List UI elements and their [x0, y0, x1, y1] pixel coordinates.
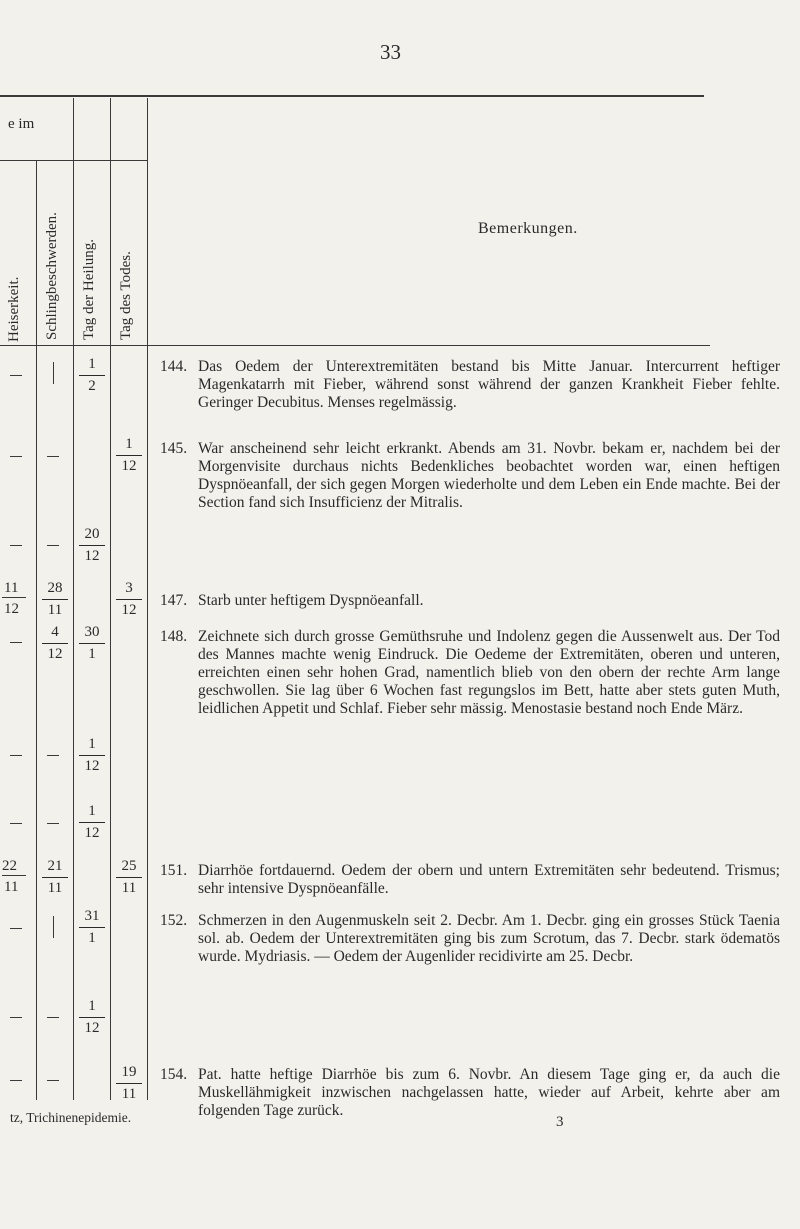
healing-date: 1 12 — [75, 736, 109, 775]
partial-header-title: e im — [8, 116, 35, 132]
col-rule-2 — [73, 98, 74, 1100]
signature-mark: 3 — [556, 1114, 564, 1130]
dash — [10, 545, 22, 546]
vertical-mark — [53, 362, 54, 384]
remark-text: Das Oedem der Unterextremitäten bestand bis Mitte Januar. Intercurrent heftiger Magenkatarrh mit Fieber, während sonst während der ganzen Krankheit Fieber fehlte. Geringer Decubitus. Menses regelmässig. — [198, 358, 780, 411]
remark-text: Zeichnete sich durch grosse Gemüthsruhe und Indolenz gegen die Aussenwelt aus. Der Tod des Mannes machte wenig Eindruck. Die Oedeme der Extremitäten, oberen und unteren, erreichten einen sehr hohen Grad, namentlich blieb von den obern der rechte Arm lange geschwollen. Sie lag über 6 Wochen fast regungslos im Bett, hatte aber stets guten Muth, leidlichen Appetit und Schlaf. Fieber sehr mässig. Menostasie bestand noch Ende März. — [198, 628, 780, 717]
remark-154 — [160, 1066, 780, 1120]
healing-date: 1 12 — [75, 803, 109, 842]
heiserkeit-value: 12 — [4, 601, 19, 617]
dash — [47, 545, 59, 546]
dash — [47, 1080, 59, 1081]
cell-rule — [2, 597, 26, 598]
dash — [10, 1080, 22, 1081]
remark-number: 154. — [160, 1066, 188, 1083]
healing-date: 20 12 — [75, 526, 109, 565]
dash — [10, 755, 22, 756]
remark-number: 144. — [160, 358, 188, 375]
remark-144 — [160, 358, 780, 412]
remark-text: Diarrhöe fortdauernd. Oedem der obern und untern Extremitäten sehr bedeutend. Trismus; sehr intensive Dyspnöeanfälle. — [198, 862, 780, 897]
dash — [10, 456, 22, 457]
remark-text: Schmerzen in den Augenmuskeln seit 2. Decbr. Am 1. Decbr. ging ein grosses Stück Taenia sol. ab. Oedem der Unterextremitäten ging bis zum Scrotum, das 7. Decbr. stark ödematös wurde. Mydriasis. — Oedem der Augenlider recidivirte am 25. Decbr. — [198, 912, 780, 965]
death-date: 3 12 — [112, 580, 146, 619]
col-rule-4 — [147, 98, 148, 1100]
header-bottom-rule — [0, 345, 710, 346]
remark-148 — [160, 628, 780, 718]
remark-145 — [160, 440, 780, 512]
remark-number: 148. — [160, 628, 188, 645]
top-rule — [0, 95, 704, 97]
bemerkungen-header: Bemerkungen. — [478, 220, 578, 237]
healing-date: 1 12 — [75, 998, 109, 1037]
footnote: tz, Trichinenepidemie. — [10, 1110, 132, 1125]
page-number: 33 — [380, 40, 401, 64]
schlingbeschwerden-date: 21 11 — [38, 858, 72, 897]
dash — [10, 375, 22, 376]
death-date: 1 12 — [112, 436, 146, 475]
schlingbeschwerden-date: 4 12 — [38, 624, 72, 663]
remark-number: 145. — [160, 440, 188, 457]
remark-text: Pat. hatte heftige Diarrhöe bis zum 6. Novbr. An diesem Tage ging er, da auch die Muskellähmigkeit inzwischen nachgelassen hatte, wieder auf Arbeit, kehrte aber am folgenden Tage zurück. — [198, 1066, 780, 1119]
vertical-mark — [53, 916, 54, 938]
heiserkeit-header: Heiserkeit. — [6, 276, 22, 342]
heiserkeit-value: 11 — [4, 879, 19, 895]
dash — [47, 1017, 59, 1018]
remark-text: Starb unter heftigem Dyspnöeanfall. — [198, 592, 424, 609]
cell-rule — [2, 875, 26, 876]
dash — [10, 1017, 22, 1018]
dash — [10, 823, 22, 824]
heiserkeit-value: 11 — [4, 580, 19, 596]
healing-date: 31 1 — [75, 908, 109, 947]
healing-date: 30 1 — [75, 624, 109, 663]
schlingbeschwerden-date: 28 11 — [38, 580, 72, 619]
dash — [10, 928, 22, 929]
heilung-header: Tag der Heilung. — [81, 238, 97, 340]
remark-number: 152. — [160, 912, 188, 929]
healing-date: 1 2 — [75, 356, 109, 395]
todes-header: Tag des Todes. — [118, 251, 134, 340]
dash — [47, 456, 59, 457]
remark-151 — [160, 862, 780, 898]
heiserkeit-value: 22 — [2, 858, 17, 874]
remark-number: 151. — [160, 862, 188, 879]
schlingbeschwerden-header: Schlingbeschwerden. — [44, 212, 60, 340]
remark-147 — [160, 592, 780, 610]
dash — [10, 642, 22, 643]
dash — [47, 755, 59, 756]
remark-number: 147. — [160, 592, 188, 609]
remark-text: War anscheinend sehr leicht erkrankt. Abends am 31. Novbr. bekam er, nachdem bei der Morgenvisite durchaus nichts Bedenkliches beobachtet worden war, einen heftigen Dyspnöeanfall, der sich gegen Morgen wiederholte und dem Leben ein Ende machte. Bei der Section fand sich Insufficienz der Mitralis. — [198, 440, 780, 511]
col-rule-1 — [36, 160, 37, 1100]
death-date: 25 11 — [112, 858, 146, 897]
col-rule-3 — [110, 98, 111, 1100]
remark-152 — [160, 912, 780, 966]
dash — [47, 823, 59, 824]
death-date: 19 11 — [112, 1064, 146, 1103]
